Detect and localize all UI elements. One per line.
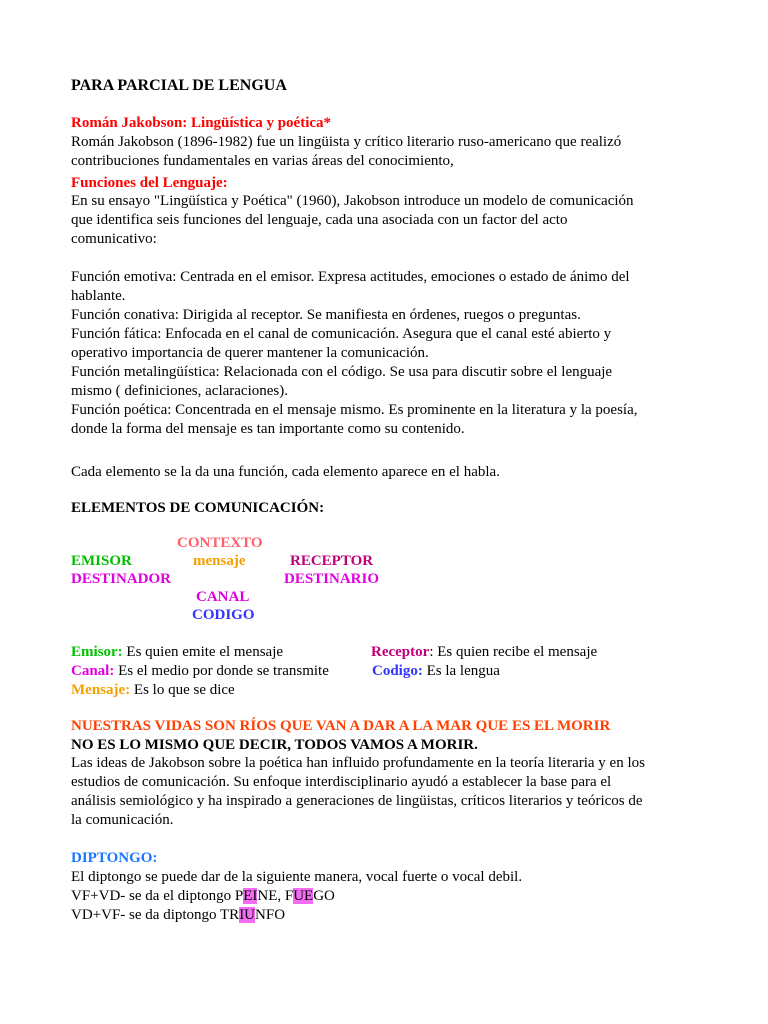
- funciones-intro: [71, 192, 711, 249]
- highlight-segment: IU: [239, 907, 256, 923]
- paragraph-line: contribuciones fundamentales en varias áreas del conocimiento,: [71, 153, 454, 169]
- highlight-segment: EI: [243, 888, 258, 904]
- def-text: Es la lengua: [422, 663, 500, 679]
- paragraph-line: la comunicación.: [71, 812, 174, 828]
- paragraph-line: En su ensayo "Lingüística y Poética" (1960), Jakobson introduce un modelo de comunicación: [71, 193, 634, 209]
- def-codigo: [372, 662, 500, 681]
- def-text: Es quien emite el mensaje: [122, 644, 284, 660]
- text-segment: VF+VD- se da el diptongo P: [71, 888, 244, 904]
- list-line: operativo importancia de querer mantener la comunicación.: [71, 345, 429, 361]
- list-line: donde la forma del mensaje es tan importante como su contenido.: [71, 421, 465, 437]
- def-label: Canal:: [71, 663, 115, 679]
- list-line: Función conativa: Dirigida al receptor. Se manifiesta en órdenes, ruegos o preguntas.: [71, 307, 581, 323]
- diagram-codigo: CODIGO: [192, 607, 255, 623]
- def-emisor: [71, 643, 283, 662]
- list-line: Función metalingüística: Relacionada con el código. Se usa para discutir sobre el lenguaje: [71, 364, 613, 380]
- diagram-mensaje: mensaje: [193, 553, 246, 569]
- diptongo-heading: DIPTONGO:: [71, 850, 158, 866]
- paragraph-line: estudios de comunicación. Su enfoque interdisciplinario ayudó a establecer la base para el: [71, 774, 612, 790]
- def-text: : Es quien recibe el mensaje: [429, 644, 598, 660]
- paragraph-line: Román Jakobson (1896-1982) fue un lingüista y crítico literario ruso-americano que realizó: [71, 134, 622, 150]
- list-line: mismo ( definiciones, aclaraciones).: [71, 383, 289, 399]
- def-receptor: [371, 643, 597, 662]
- funciones-closing: Cada elemento se la da una función, cada elemento aparece en el habla.: [71, 464, 500, 480]
- diagram-destinador: DESTINADOR: [71, 571, 172, 587]
- vidas-heading: NUESTRAS VIDAS SON RÍOS QUE VAN A DAR A LA MAR QUE ES EL MORIR: [71, 718, 611, 734]
- def-canal: [71, 662, 329, 681]
- funciones-list: [71, 268, 711, 439]
- highlight-segment: UE: [293, 888, 314, 904]
- diptongo-vfvd: [71, 887, 335, 906]
- text-segment: GO: [313, 888, 335, 904]
- def-label: Emisor:: [71, 644, 123, 660]
- jakobson-paragraph: [71, 133, 711, 171]
- def-label: Mensaje:: [71, 682, 131, 698]
- elementos-heading: ELEMENTOS DE COMUNICACIÓN:: [71, 500, 325, 516]
- list-line: hablante.: [71, 288, 126, 304]
- jakobson-heading: Román Jakobson: Lingüística y poética*: [71, 115, 332, 131]
- diagram-emisor: EMISOR: [71, 553, 132, 569]
- diagram-contexto: CONTEXTO: [177, 535, 263, 551]
- def-text: Es el medio por donde se transmite: [114, 663, 329, 679]
- vidas-subheading: NO ES LO MISMO QUE DECIR, TODOS VAMOS A MORIR.: [71, 737, 478, 753]
- text-segment: NFO: [255, 907, 286, 923]
- def-text: Es lo que se dice: [130, 682, 235, 698]
- text-segment: NE, F: [257, 888, 294, 904]
- text-segment: VD+VF- se da diptongo TR: [71, 907, 240, 923]
- diptongo-vdvf: [71, 906, 285, 925]
- paragraph-line: análisis semiológico y ha inspirado a generaciones de lingüistas, críticos literarios y teóricos de: [71, 793, 643, 809]
- def-label: Receptor: [371, 644, 430, 660]
- diagram-destinario: DESTINARIO: [284, 571, 380, 587]
- list-line: Función emotiva: Centrada en el emisor. Expresa actitudes, emociones o estado de ánimo del: [71, 269, 630, 285]
- paragraph-line: Las ideas de Jakobson sobre la poética han influido profundamente en la teoría literaria y en los: [71, 755, 645, 771]
- page-title: PARA PARCIAL DE LENGUA: [71, 77, 287, 94]
- paragraph-line: que identifica seis funciones del lenguaje, cada una asociada con un factor del acto: [71, 212, 568, 228]
- def-mensaje: [71, 681, 235, 700]
- paragraph-line: comunicativo:: [71, 231, 157, 247]
- list-line: Función fática: Enfocada en el canal de comunicación. Asegura que el canal esté abierto y: [71, 326, 612, 342]
- diagram-canal: CANAL: [196, 589, 250, 605]
- funciones-heading: Funciones del Lenguaje:: [71, 175, 228, 191]
- vidas-paragraph: [71, 754, 711, 830]
- diagram-receptor: RECEPTOR: [290, 553, 374, 569]
- def-label: Codigo:: [372, 663, 423, 679]
- diptongo-line: El diptongo se puede dar de la siguiente manera, vocal fuerte o vocal debil.: [71, 869, 523, 885]
- list-line: Función poética: Concentrada en el mensaje mismo. Es prominente en la literatura y la poesía,: [71, 402, 638, 418]
